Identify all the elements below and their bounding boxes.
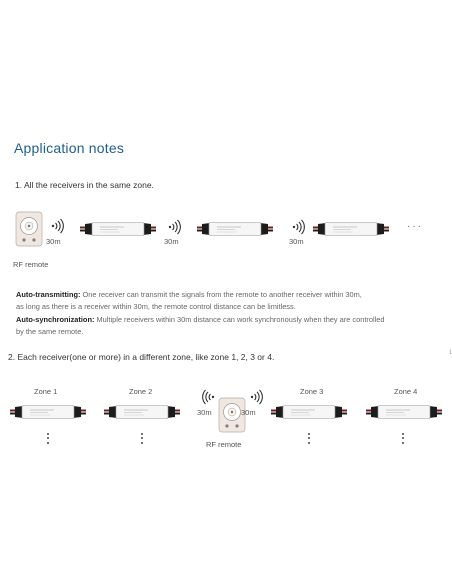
receiver-image [197,229,273,243]
auto-synchronization-line-2: by the same remote. [16,326,84,336]
auto-synchronization-term: Auto-synchronization: [16,314,95,324]
receiver-image [80,229,156,243]
zone-4-label: Zone 4 [394,387,418,396]
rf-remote-image [16,212,44,248]
auto-transmitting-line-2: as long as there is a receiver within 30m, the remote control distance can be limitless. [16,302,296,312]
zone-1-label: Zone 1 [34,387,58,396]
page-marker: 1 [449,350,452,356]
more-receivers-dots [140,433,144,446]
receiver-image [10,412,86,426]
more-receivers-dots [46,433,50,446]
application-notes-text [16,289,441,338]
rf-remote-label: RF remote [13,260,49,269]
receiver-image [313,229,389,243]
distance-label: 30m [241,408,256,417]
distance-label: 30m [46,237,61,246]
receiver-image [271,412,347,426]
auto-synchronization-line-1: Multiple receivers within 30m distance can work synchronously when they are controlled [96,314,385,324]
more-receivers-dots [307,433,311,446]
auto-transmitting-term: Auto-transmitting: [16,290,81,299]
distance-label: 30m [197,408,212,417]
section-1-title: 1. All the receivers in the same zone. [15,180,154,190]
auto-transmitting-line-1: One receiver can transmit the signals from the remote to another receiver within 30m, [82,290,362,299]
continuation-dots: ··· [407,221,423,232]
distance-label: 30m [289,237,304,246]
distance-label: 30m [164,237,179,246]
receiver-image [366,412,442,426]
more-receivers-dots [401,433,405,446]
section-2-title: 2. Each receiver(one or more) in a different zone, like zone 1, 2, 3 or 4. [8,352,275,362]
receiver-image [104,412,180,426]
zone-3-label: Zone 3 [300,387,324,396]
rf-remote-label: RF remote [206,440,242,449]
zone-2-label: Zone 2 [129,387,153,396]
page-title: Application notes [14,140,125,156]
